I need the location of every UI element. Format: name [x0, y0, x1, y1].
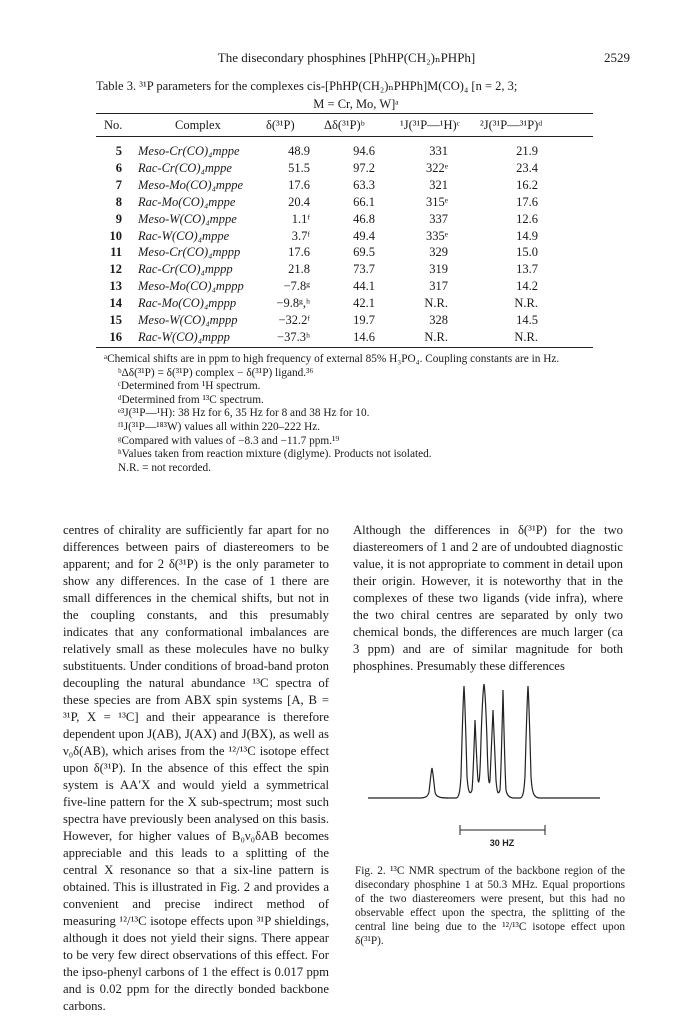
table-footnote: ᵇΔδ(³¹P) = δ(³¹P) complex − δ(³¹P) ligand.³⁶ [118, 366, 314, 379]
cell-j-pp: 15.0 [516, 245, 538, 260]
cell-delta-shift: 73.7 [353, 262, 375, 277]
table-row [0, 245, 693, 262]
cell-j-pp: 21.9 [516, 144, 538, 158]
cell-j-ph: 317 [429, 279, 448, 294]
cell-j-ph: 335ᵉ [426, 228, 448, 243]
cell-delta-shift: 14.6 [353, 329, 375, 344]
table-row [0, 161, 693, 178]
cell-complex: Rac-W(CO)₄mppp [138, 329, 230, 344]
cell-delta-shift: 63.3 [353, 177, 375, 192]
cell-no: 13 [109, 279, 122, 294]
cell-delta-shift: 94.6 [353, 144, 375, 158]
table-row [0, 262, 693, 279]
running-title: The disecondary phosphines [PhHP(CH₂)ₙPHPh] [217, 50, 476, 65]
figure-caption [355, 864, 625, 948]
cell-j-pp: 23.4 [516, 160, 538, 175]
nmr-spectrum-plot [360, 680, 610, 850]
cell-j-ph: 315ᵉ [426, 194, 448, 209]
table-footnote: ᵍCompared with values of −8.3 and −11.7 ppm.¹⁹ [118, 434, 340, 447]
table-row [0, 144, 693, 161]
cell-j-pp: 17.6 [516, 194, 538, 209]
cell-delta-shift: 46.8 [353, 211, 375, 226]
cell-j-pp: 14.2 [516, 279, 538, 294]
cell-complex: Meso-Cr(CO)₄mppe [138, 144, 240, 158]
cell-delta-shift: 69.5 [353, 245, 375, 260]
cell-no: 14 [109, 296, 122, 311]
cell-complex: Meso-Mo(CO)₄mppe [138, 177, 244, 192]
left-column-text: centres of chirality are sufficiently far apart for no differences between pairs of diastereomers to be apparent; and for 2 δ(³¹P) is the only parameter to show any differences. In the case of 1 there are small differences in the chemical shifts, but not in the coupling constants, and this presumably indicates that any conformational imbalances are relatively small as these molecules have no bulky substituents. Under conditions of broad-band proton decoupling the natural abundance ¹³C spectra of these species are from ABX spin systems [A, B = ³¹P, X = ¹³C] and their appearance is therefore dependent upon J(AB), J(AX) and J(BX), as well as ν₀δ(AB), which arises from the ¹²/¹³C isotope effect upon δ(³¹P). In the absence of this effect the spin system is AA′X and would yield a symmetrical five-line pattern for the X sub-spectrum; most such spectra have previously been analysed on this basis. However, for higher values of B₀ν₀δAB becomes appreciable and this leads to a splitting of the central X resonance so that a six-line pattern is obtained. This is illustrated in Fig. 2 and provides a convenient and precise indirect method of measuring ¹²/¹³C isotope effects upon ³¹P shieldings, although it does not yield their signs. There appear to be very few direct observations of this effect. For the ipso-phenyl carbons of 1 the effect is 0.017 ppm and is 0.02 ppm for the directly bonded backbone carbons. [63, 523, 329, 1013]
cell-complex: Rac-W(CO)₄mppe [138, 228, 230, 243]
cell-delta-shift: 97.2 [353, 160, 375, 175]
spectrum-trace [368, 684, 600, 798]
cell-no: 9 [115, 211, 122, 226]
cell-complex: Meso-Cr(CO)₄mppp [138, 245, 241, 260]
table-footnote: ᵈDetermined from ¹³C spectrum. [118, 393, 264, 406]
cell-shift: 48.9 [288, 144, 310, 158]
cell-no: 7 [115, 177, 122, 192]
cell-j-pp: N.R. [514, 296, 538, 311]
cell-j-ph: N.R. [424, 329, 448, 344]
cell-complex: Rac-Cr(CO)₄mppe [138, 160, 232, 175]
body-left-column [63, 522, 329, 1015]
cell-no: 16 [109, 329, 122, 344]
table-caption [96, 77, 616, 113]
cell-shift: 1.1ᶠ [291, 211, 310, 226]
table-row [0, 229, 693, 246]
cell-no: 12 [109, 262, 122, 277]
scale-bar-label: 30 HZ [489, 838, 515, 848]
cell-j-ph: 328 [429, 313, 448, 327]
cell-shift: 3.7ᶠ [291, 228, 310, 243]
table-row [0, 212, 693, 229]
table-footnote: ᶜDetermined from ¹H spectrum. [118, 380, 261, 393]
body-right-column [353, 522, 623, 675]
table-header-j-ph: ¹J(³¹P—¹H)ᶜ [400, 118, 460, 132]
cell-complex: Meso-W(CO)₄mppp [138, 313, 238, 327]
cell-j-ph: 319 [429, 262, 448, 277]
cell-delta-shift: 49.4 [353, 228, 375, 243]
cell-j-pp: 16.2 [516, 177, 538, 192]
table-row [0, 195, 693, 212]
cell-shift: −32.2ᶠ [278, 313, 310, 327]
cell-complex: Meso-Mo(CO)₄mppp [138, 279, 244, 294]
cell-shift: 17.6 [288, 177, 310, 192]
cell-delta-shift: 66.1 [353, 194, 375, 209]
cell-delta-shift: 44.1 [353, 279, 375, 294]
cell-complex: Rac-Cr(CO)₄mppp [138, 262, 233, 277]
table-header-row [0, 118, 693, 135]
cell-j-pp: N.R. [514, 329, 538, 344]
table-row [0, 279, 693, 296]
cell-shift: −9.8ᵍ,ʰ [276, 296, 310, 311]
cell-delta-shift: 19.7 [353, 313, 375, 327]
cell-no: 5 [115, 144, 122, 158]
table-row [0, 313, 693, 330]
cell-j-pp: 14.5 [516, 313, 538, 327]
table-top-rule [96, 113, 593, 114]
figure-caption-text: Fig. 2. ¹³C NMR spectrum of the backbone region of the disecondary phosphine 1 at 50.3 MHz. Equal proportions of the two diastereomers were present, but this had no observable effect upon the spectra, the splitting of the central line being due to the ¹²/¹³C isotope effect upon δ(³¹P). [355, 865, 625, 947]
cell-complex: Rac-Mo(CO)₄mppp [138, 296, 237, 311]
table-header-delta-shift: Δδ(³¹P)ᵇ [324, 118, 365, 132]
cell-j-ph: 322ᵉ [426, 160, 448, 175]
table-bottom-rule [96, 347, 593, 348]
table-header-shift: δ(³¹P) [266, 118, 295, 132]
cell-shift: 20.4 [288, 194, 310, 209]
table-row [0, 178, 693, 195]
table-header-no: No. [104, 118, 123, 132]
cell-shift: 21.8 [288, 262, 310, 277]
table-header-complex: Complex [175, 118, 221, 132]
cell-complex: Rac-Mo(CO)₄mppe [138, 194, 236, 209]
cell-no: 10 [109, 228, 122, 243]
cell-j-ph: 337 [429, 211, 448, 226]
table-header-rule [96, 136, 593, 137]
table-footnote: ᵉ³J(³¹P—¹H): 38 Hz for 6, 35 Hz for 8 and 38 Hz for 10. [118, 407, 370, 420]
cell-shift: −37.3ʰ [277, 329, 310, 344]
page-number: 2529 [604, 50, 630, 65]
cell-no: 8 [115, 194, 122, 209]
table-caption-line1: Table 3. ³¹P parameters for the complexes cis-[PhHP(CH₂)ₙPHPh]M(CO)₄ [n = 2, 3; [96, 79, 518, 93]
cell-shift: −7.8ᵍ [283, 279, 310, 294]
cell-j-ph: 329 [429, 245, 448, 260]
cell-delta-shift: 42.1 [353, 296, 375, 311]
cell-no: 11 [110, 245, 122, 260]
nmr-spectrum-figure [360, 680, 610, 850]
cell-j-pp: 14.9 [516, 228, 538, 243]
cell-j-pp: 12.6 [516, 211, 538, 226]
table-footnote: ᶠ¹J(³¹P—¹⁸³W) values all within 220–222 Hz. [118, 420, 321, 433]
cell-j-ph: 331 [429, 144, 448, 158]
cell-no: 15 [109, 313, 122, 327]
cell-j-ph: 321 [429, 177, 448, 192]
cell-shift: 17.6 [288, 245, 310, 260]
cell-j-ph: N.R. [424, 296, 448, 311]
table-caption-line2: M = Cr, Mo, W]ᵃ [313, 97, 399, 111]
right-column-text: Although the differences in δ(³¹P) for the two diastereomers of 1 and 2 are of undoubted diagnostic value, it is not appropriate to comment in detail upon their origin. However, it is noteworthy that in the complexes of these two ligands (vide infra), where the two chiral centres are separated by only two chemical bonds, the differences are much larger (ca 3 ppm) and are of similar magnitude for both phosphines. Presumably these differences [353, 523, 623, 673]
table-header-j-pp: ²J(³¹P—³¹P)ᵈ [480, 118, 543, 132]
table-row [0, 330, 693, 347]
table-footnotes [104, 353, 574, 475]
table-footnote: ʰValues taken from reaction mixture (diglyme). Products not isolated. [118, 448, 432, 461]
cell-no: 6 [115, 160, 122, 175]
cell-j-pp: 13.7 [516, 262, 538, 277]
cell-complex: Meso-W(CO)₄mppe [138, 211, 237, 226]
table-row [0, 296, 693, 313]
table-footnote: ᵃChemical shifts are in ppm to high frequency of external 85% H₃PO₄. Coupling constants are in Hz. [104, 353, 560, 365]
table-footnote: N.R. = not recorded. [118, 461, 211, 474]
cell-shift: 51.5 [288, 160, 310, 175]
